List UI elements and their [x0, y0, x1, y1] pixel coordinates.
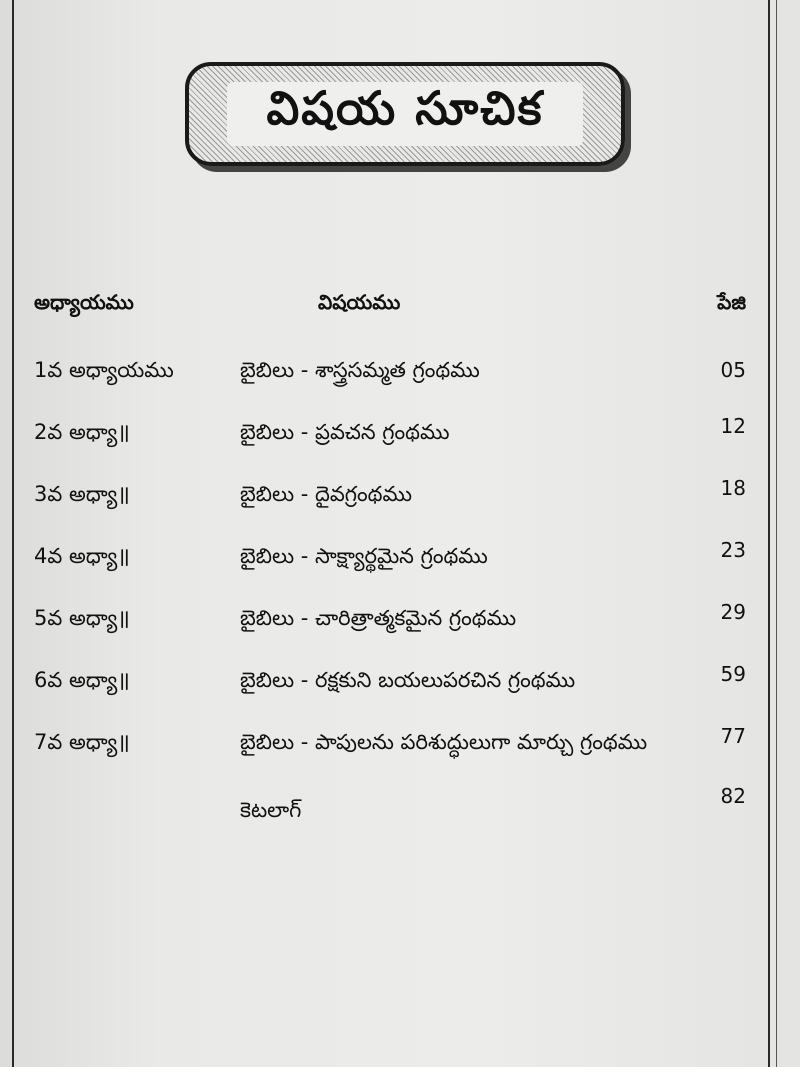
- toc-chapter: 2వ అధ్యా॥: [34, 420, 130, 444]
- toc-subject: బైబిలు - సాక్ష్యార్థమైన గ్రంథము: [240, 544, 488, 568]
- toc-subject: కెటలాగ్: [240, 798, 302, 822]
- toc-row: [0, 600, 800, 646]
- toc-subject: బైబిలు - పాపులను పరిశుద్ధులుగా మార్చు గ్రంథము: [240, 730, 648, 754]
- toc-row: [0, 538, 800, 584]
- toc-page: 18: [720, 476, 746, 500]
- toc-subject: బైబిలు - దైవగ్రంథము: [240, 482, 412, 506]
- page-title: విషయ సూచిక: [266, 81, 544, 135]
- left-border-line: [12, 0, 14, 1067]
- toc-subject: బైబిలు - ప్రవచన గ్రంథము: [240, 420, 450, 444]
- toc-row: [0, 662, 800, 708]
- toc-page: 12: [720, 414, 746, 438]
- right-border-line-thin: [776, 0, 777, 1067]
- toc-page: 29: [720, 600, 746, 624]
- header-page: పేజి: [717, 290, 746, 314]
- toc-chapter: 5వ అధ్యా॥: [34, 606, 130, 630]
- toc-row: [0, 358, 800, 398]
- toc-row: [0, 476, 800, 522]
- toc-row: [0, 414, 800, 460]
- toc-page: 05: [720, 358, 746, 382]
- header-subject: విషయము: [318, 290, 401, 314]
- title-banner: [185, 62, 625, 166]
- toc-chapter: 4వ అధ్యా॥: [34, 544, 130, 568]
- toc-subject: బైబిలు - శాస్త్రసమ్మత గ్రంథము: [240, 358, 480, 382]
- toc-page: 77: [720, 724, 746, 748]
- toc-chapter: 1వ అధ్యాయము: [34, 358, 174, 382]
- toc-page: 82: [720, 784, 746, 808]
- toc-chapter: 3వ అధ్యా॥: [34, 482, 130, 506]
- right-border-line: [768, 0, 770, 1067]
- toc-chapter: 7వ అధ్యా॥: [34, 730, 130, 754]
- toc-subject: బైబిలు - రక్షకుని బయలుపరచిన గ్రంథము: [240, 668, 576, 692]
- toc-page: 23: [720, 538, 746, 562]
- toc-row: [0, 784, 800, 838]
- toc-page: 59: [720, 662, 746, 686]
- toc-chapter: 6వ అధ్యా॥: [34, 668, 130, 692]
- title-banner-inner: [227, 82, 583, 146]
- toc-row: [0, 724, 800, 770]
- header-chapter: అధ్యాయము: [34, 290, 134, 314]
- toc-subject: బైబిలు - చారిత్రాత్మకమైన గ్రంథము: [240, 606, 517, 630]
